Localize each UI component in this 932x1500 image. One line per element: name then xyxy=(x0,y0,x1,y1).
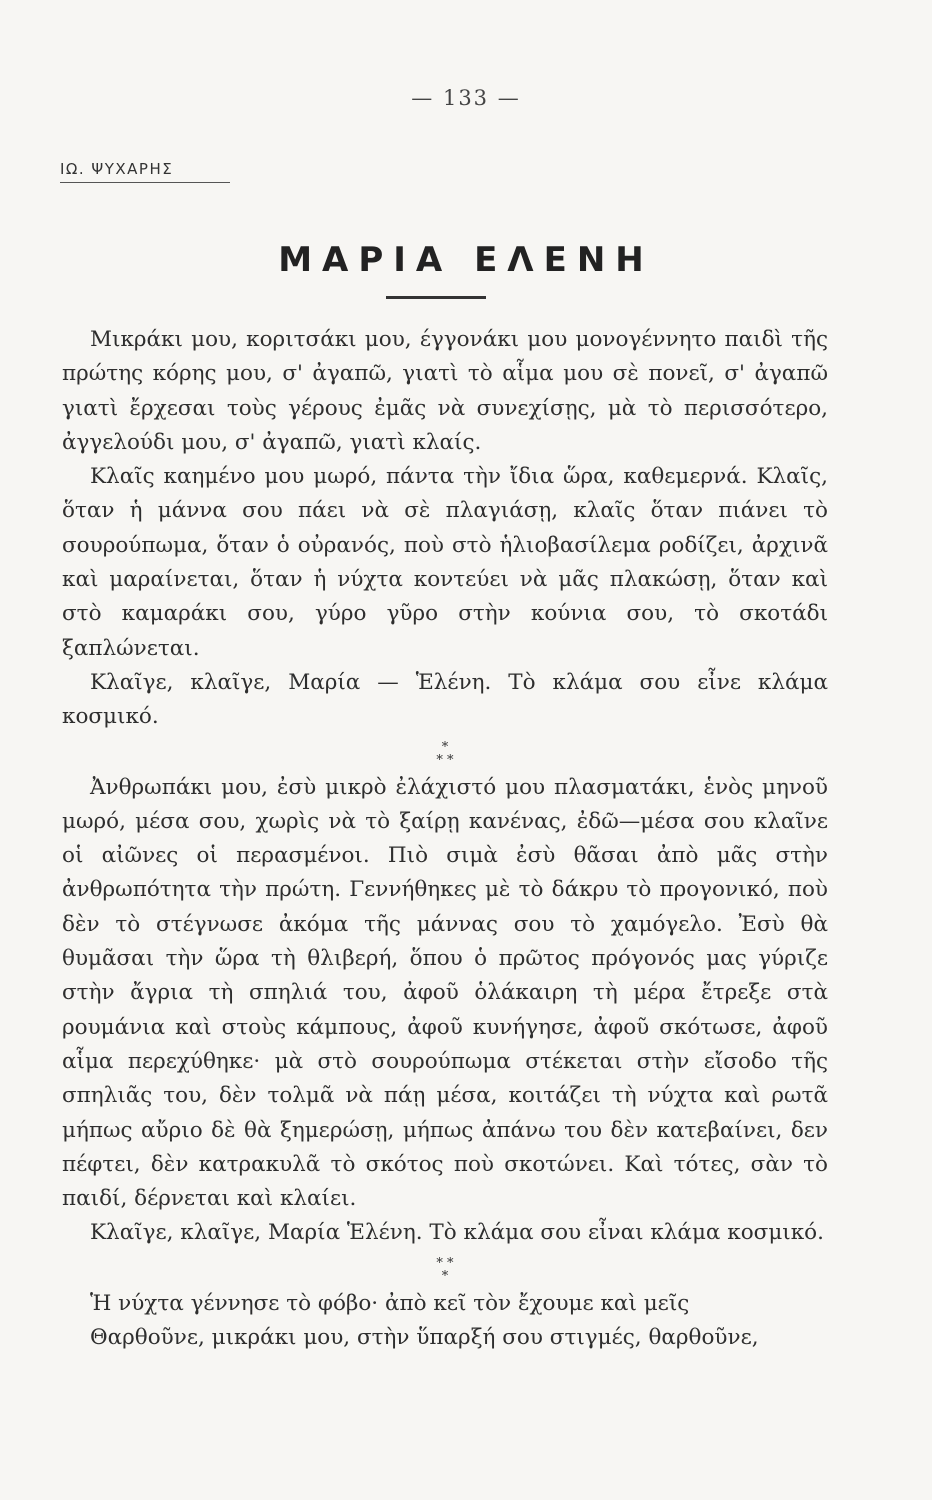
paragraph: Κλαῖγε, κλαῖγε, Μαρία — Ἑλένη. Τὸ κλάμα σου εἶνε κλάμα κοσμικό. xyxy=(62,669,828,730)
title-underline xyxy=(386,296,486,299)
paragraph: Ἀνθρωπάκι μου, ἐσὺ μικρὸ ἐλάχιστό μου πλασματάκι, ἑνὸς μηνοῦ μωρό, μέσα σου, χωρὶς νὰ τὸ ξαίρῃ κανένας, ἐδῶ—μέσα σου κλαῖνε οἱ αἰῶνες οἱ περασμένοι. Πιὸ σιμὰ ἐσὺ θᾶσαι ἀπὸ μᾶς στὴν ἀνθρωπότητα τὴν πρώτη. Γεννήθηκες μὲ τὸ δάκρυ τὸ προγονικό, ποὺ δὲν τὸ στέγνωσε ἀκόμα τῆς μάννας σου τὸ χαμόγελο. Ἐσὺ θὰ θυμᾶσαι τὴν ὥρα τὴ θλιβερή, ὅπου ὁ πρῶτος πρόγονός μας γύριζε στὴν ἄγρια τὴ σπηλιά του, ἀφοῦ ὁλάκαιρη τὴ μέρα ἔτρεξε στὰ ρουμάνια καὶ στοὺς κάμπους, ἀφοῦ κυνήγησε, ἀφοῦ σκότωσε, ἀφοῦ αἷμα περεχύθηκε· μὰ στὸ σουρούπωμα στέκεται στὴν εἴσοδο τῆς σπηλιᾶς του, δὲν τολμᾶ νὰ πάῃ μέσα, κοιτάζει τὴ νύχτα καὶ ρωτᾶ μήπως αὔριο δὲ θὰ ξημερώσῃ, μήπως ἀπάνω του δὲν κατεβαίνει, δεν πέφτει, δὲν κατρακυλᾶ τὸ σκότος ποὺ σκοτώνει. Καὶ τότες, σὰν τὸ παιδί, δέρνεται καὶ κλαίει. xyxy=(62,774,828,1212)
paragraph: Κλαῖς καημένο μου μωρό, πάντα τὴν ἴδια ὥρα, καθεμερνά. Κλαῖς, ὅταν ἡ μάννα σου πάει νὰ σὲ πλαγιάσῃ, κλαῖς ὅταν πιάνει τὸ σουρούπωμα, ὅταν ὁ οὐρανός, ποὺ στὸ ἡλιοβασίλεμα ροδίζει, ἀρχινᾶ καὶ μαραίνεται, ὅταν ἡ νύχτα κοντεύει νὰ μᾶς πλακώσῃ, ὅταν καὶ στὸ καμαράκι σου, γύρο γῦρο στὴν κούνια σου, τὸ σκοτάδι ξαπλώνεται. xyxy=(62,464,828,661)
paragraph: Μικράκι μου, κοριτσάκι μου, έγγονάκι μου μονογέννητο παιδὶ τῆς πρώτης κόρης μου, σ' ἀγαπῶ, γιατὶ τὸ αἷμα μου σὲ πονεῖ, σ' ἀγαπῶ γιατὶ ἔρχεσαι τοὺς γέρους ἐμᾶς νὰ συνεχίσῃς, μὰ τὸ περισσότερο, ἀγγελούδι μου, σ' ἀγαπῶ, γιατὶ κλαίς. xyxy=(62,327,828,455)
asterism-top: * * xyxy=(436,1255,454,1271)
asterism-top: * xyxy=(441,739,449,755)
poem-line: Θαρθοῦνε, μικράκι μου, στὴν ὕπαρξή σου στιγμές, θαρθοῦνε, xyxy=(90,1325,759,1351)
asterism-bottom: * xyxy=(441,1268,449,1284)
section-separator xyxy=(62,1257,828,1283)
poem-line: Ἡ νύχτα γέννησε τὸ φόβο· ἀπὸ κεῖ τὸν ἔχουμε καὶ μεῖς xyxy=(90,1290,690,1316)
section-separator xyxy=(62,741,828,767)
asterism-bottom: * * xyxy=(436,752,454,768)
body-text xyxy=(62,323,828,1355)
paragraph: Κλαῖγε, κλαῖγε, Μαρία Ἑλένη. Τὸ κλάμα σου εἶναι κλάμα κοσμικό. xyxy=(90,1220,824,1246)
chapter-title: ΜΑΡΙΑ ΕΛΕΝΗ xyxy=(278,240,654,280)
author-name: ΙΩ. ΨΥΧΑΡΗΣ xyxy=(60,160,230,183)
page-number: — 133 — xyxy=(411,86,521,110)
